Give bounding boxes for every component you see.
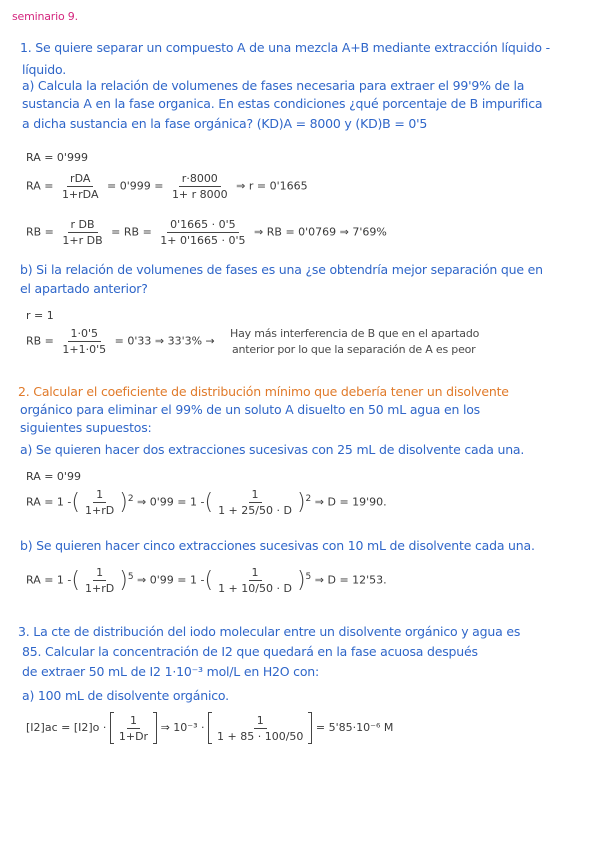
problem-1-statement-line2: líquido. — [22, 62, 67, 77]
problem-2-statement-line2: orgánico para eliminar el 99% de un soluto A disuelto en 50 mL agua en los — [20, 402, 480, 417]
problem-2-statement-line1: 2. Calcular el coeficiente de distribución mínimo que debería tener un disolvente — [18, 384, 509, 399]
eq-ra-ratio: RA = $\frac{\text{rDA}}{\text{1+rDA}}$ = 0'999 = $\frac{r\cdot 8000}{1+ r 8000}$ ⇒ r = 0'1665 — [26, 172, 308, 201]
problem-2-statement-line3: siguientes supuestos: — [20, 420, 152, 435]
problem-1-statement-line1: 1. Se quiere separar un compuesto A de una mezcla A+B mediante extracción líquido - — [20, 40, 550, 55]
eq-r-one: r = 1 — [26, 309, 54, 322]
problem-1a-line3: a dicha sustancia en la fase orgánica? (KD)A = 8000 y (KD)B = 0'5 — [22, 116, 428, 131]
problem-2b-statement: b) Se quieren hacer cinco extracciones sucesivas con 10 mL de disolvente cada una. — [20, 538, 535, 553]
problem-1b-note-line1: Hay más interferencia de B que en el apartado — [230, 327, 480, 340]
eq-3a-concentration: [I2]ac = [I2]o · $\frac{1}{1+Dr}$ ⇒ 10⁻³ · $\frac{1}{1 + 85 \cdot 100/50}$ = 5'85·10⁻⁶ M — [26, 713, 394, 743]
eq-2a-ra-value: RA = 0'99 — [26, 470, 81, 483]
eq-rb-ratio: RB = $\frac{\text{r DB}}{\text{1+r DB}}$ = RB = $\frac{0'1665 \cdot 0'5}{1+ 0'1665 \cdot 0'5}$ ⇒ RB = 0'0769 ⇒ 7'69% — [26, 218, 387, 247]
problem-2a-statement: a) Se quieren hacer dos extracciones sucesivas con 25 mL de disolvente cada una. — [20, 442, 525, 457]
problem-3-statement-line2: 85. Calcular la concentración de I2 que quedará en la fase acuosa después — [22, 644, 478, 659]
problem-3-statement-line3: de extraer 50 mL de I2 1·10⁻³ mol/L en H2O con: — [22, 664, 320, 679]
eq-2a-distribution: RA = 1 -( $\frac{1}{1+rD}$ )$^2$ ⇒ 0'99 = 1 -( $\frac{1}{1 + 25/50 \cdot D}$ )$^2$ ⇒ D = 19'90. — [26, 488, 387, 517]
problem-3a-statement: a) 100 mL de disolvente orgánico. — [22, 688, 229, 703]
eq-rb-one: RB = $\frac{1\cdot 0'5}{1+1\cdot 0'5}$ = 0'33 ⇒ 33'3% → — [26, 327, 215, 356]
problem-1b-line1: b) Si la relación de volumenes de fases es una ¿se obtendría mejor separación que en — [20, 262, 543, 277]
eq-2b-distribution: RA = 1 -( $\frac{1}{1+rD}$ )$^5$ ⇒ 0'99 = 1 -( $\frac{1}{1 + 10/50 \cdot D}$ )$^5$ ⇒ D = 12'53. — [26, 566, 387, 595]
page-title: seminario 9. — [12, 10, 78, 23]
problem-1a-line1: a) Calcula la relación de volumenes de fases necesaria para extraer el 99'9% de la — [22, 78, 525, 93]
problem-1a-line2: sustancia A en la fase organica. En estas condiciones ¿qué porcentaje de B impurifica — [22, 96, 543, 111]
problem-3-statement-line1: 3. La cte de distribución del iodo molecular entre un disolvente orgánico y agua es — [18, 624, 521, 639]
eq-ra-value: RA = 0'999 — [26, 151, 88, 164]
problem-1b-note-line2: anterior por lo que la separación de A es peor — [232, 343, 476, 356]
problem-1b-line2: el apartado anterior? — [20, 281, 148, 296]
